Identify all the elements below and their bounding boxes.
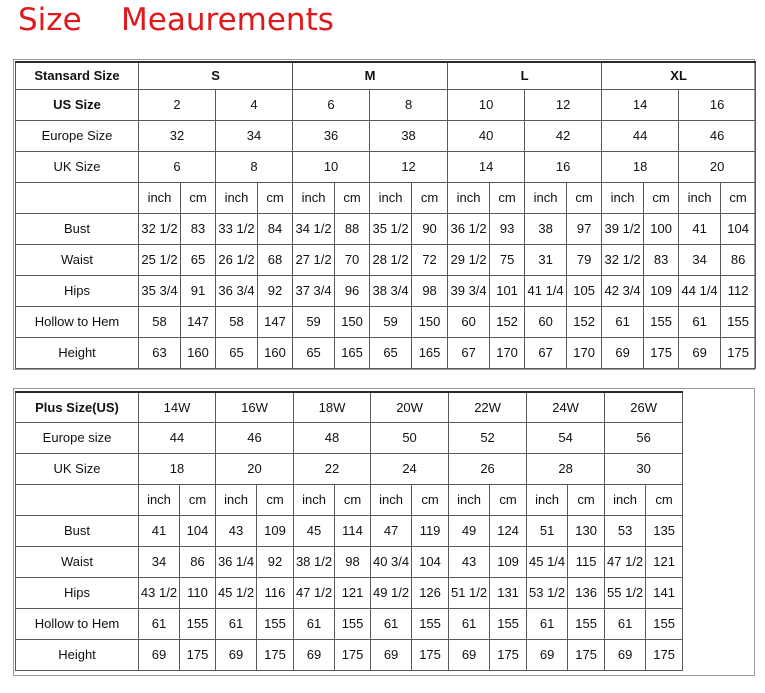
- table-cell: 36 1/2: [448, 213, 490, 244]
- unit-cm-cell: cm: [180, 484, 216, 515]
- table-row: [16, 577, 683, 608]
- table-cell: 155: [180, 608, 216, 639]
- table-cell: 155: [257, 608, 294, 639]
- table-cell: 18: [139, 453, 216, 484]
- unit-cm-cell: cm: [644, 182, 679, 213]
- table-cell: 109: [644, 275, 679, 306]
- table-cell: 160: [181, 337, 216, 368]
- table-cell: 39 1/2: [602, 213, 644, 244]
- unit-inch-cell: inch: [216, 484, 257, 515]
- table-header-row: [16, 62, 756, 89]
- table-cell: 83: [181, 213, 216, 244]
- table-cell: 8: [370, 89, 448, 120]
- table-row: [16, 275, 756, 306]
- table-cell: 175: [721, 337, 756, 368]
- table-cell: 69: [139, 639, 180, 670]
- table-cell: 152: [567, 306, 602, 337]
- page-title: Size Meaurements: [18, 2, 334, 38]
- table-cell: 26: [449, 453, 527, 484]
- table-cell: 135: [646, 515, 683, 546]
- unit-inch-cell: inch: [525, 182, 567, 213]
- table-cell: 61: [294, 608, 335, 639]
- table-cell: 105: [567, 275, 602, 306]
- plus-size-label: Plus Size(US): [16, 392, 139, 422]
- unit-inch-cell: inch: [371, 484, 412, 515]
- table-cell: 150: [335, 306, 370, 337]
- unit-cm-cell: cm: [412, 484, 449, 515]
- size-header: 22W: [449, 392, 527, 422]
- unit-inch-cell: inch: [216, 182, 258, 213]
- table-cell: 165: [412, 337, 448, 368]
- table-cell: 96: [335, 275, 370, 306]
- table-cell: 69: [605, 639, 646, 670]
- table-cell: 109: [257, 515, 294, 546]
- table-cell: 104: [412, 546, 449, 577]
- table-cell: 116: [257, 577, 294, 608]
- table-cell: 34: [139, 546, 180, 577]
- table-cell: 45 1/2: [216, 577, 257, 608]
- table-cell: 53 1/2: [527, 577, 568, 608]
- table-cell: 65: [181, 244, 216, 275]
- size-header: 14W: [139, 392, 216, 422]
- table-row: [16, 89, 756, 120]
- unit-cm-cell: cm: [568, 484, 605, 515]
- row-label: Bust: [16, 213, 139, 244]
- table-cell: 28: [527, 453, 605, 484]
- table-cell: 38 3/4: [370, 275, 412, 306]
- table-cell: 33 1/2: [216, 213, 258, 244]
- table-cell: 51: [527, 515, 568, 546]
- table-cell: 98: [412, 275, 448, 306]
- unit-inch-cell: inch: [527, 484, 568, 515]
- unit-cm-cell: cm: [335, 182, 370, 213]
- row-label: Height: [16, 639, 139, 670]
- table-cell: 46: [216, 422, 294, 453]
- table-cell: 69: [527, 639, 568, 670]
- table-cell: 93: [490, 213, 525, 244]
- table-cell: 75: [490, 244, 525, 275]
- table-cell: 61: [216, 608, 257, 639]
- table-cell: 49: [449, 515, 490, 546]
- table-cell: 58: [216, 306, 258, 337]
- table-cell: 16: [679, 89, 756, 120]
- table-cell: 45 1/4: [527, 546, 568, 577]
- table-cell: 43 1/2: [139, 577, 180, 608]
- table-cell: 114: [335, 515, 371, 546]
- table-cell: 68: [258, 244, 293, 275]
- table-cell: 88: [335, 213, 370, 244]
- unit-inch-cell: inch: [139, 484, 180, 515]
- row-label: Hollow to Hem: [16, 306, 139, 337]
- table-cell: 136: [568, 577, 605, 608]
- row-label-empty: [16, 484, 139, 515]
- table-cell: 155: [646, 608, 683, 639]
- table-cell: 155: [568, 608, 605, 639]
- table-cell: 72: [412, 244, 448, 275]
- table-cell: 30: [605, 453, 683, 484]
- row-label: Waist: [16, 546, 139, 577]
- table-row: [16, 120, 756, 151]
- table-cell: 130: [568, 515, 605, 546]
- table-cell: 34: [679, 244, 721, 275]
- table-row: [16, 244, 756, 275]
- size-group-header: M: [293, 62, 448, 89]
- table-cell: 67: [448, 337, 490, 368]
- table-cell: 60: [525, 306, 567, 337]
- size-group-header: S: [139, 62, 293, 89]
- table-cell: 61: [371, 608, 412, 639]
- row-label-empty: [16, 182, 139, 213]
- table-cell: 175: [644, 337, 679, 368]
- unit-cm-cell: cm: [335, 484, 371, 515]
- table-cell: 59: [370, 306, 412, 337]
- table-cell: 155: [644, 306, 679, 337]
- table-cell: 175: [180, 639, 216, 670]
- table-cell: 34 1/2: [293, 213, 335, 244]
- table-cell: 20: [216, 453, 294, 484]
- table-cell: 155: [721, 306, 756, 337]
- table-cell: 2: [139, 89, 216, 120]
- table-cell: 47 1/2: [605, 546, 646, 577]
- table-cell: 175: [490, 639, 527, 670]
- table-cell: 131: [490, 577, 527, 608]
- table-cell: 31: [525, 244, 567, 275]
- table-cell: 98: [335, 546, 371, 577]
- table-cell: 41: [139, 515, 180, 546]
- table-cell: 42 3/4: [602, 275, 644, 306]
- table-cell: 61: [139, 608, 180, 639]
- table-cell: 61: [605, 608, 646, 639]
- table-cell: 92: [257, 546, 294, 577]
- table-cell: 115: [568, 546, 605, 577]
- row-label: Europe Size: [16, 120, 139, 151]
- table-row: [16, 337, 756, 368]
- unit-inch-cell: inch: [370, 182, 412, 213]
- table-cell: 65: [370, 337, 412, 368]
- table-cell: 100: [644, 213, 679, 244]
- table-cell: 53: [605, 515, 646, 546]
- table-cell: 124: [490, 515, 527, 546]
- table-cell: 50: [371, 422, 449, 453]
- table-cell: 44 1/4: [679, 275, 721, 306]
- row-label: UK Size: [16, 453, 139, 484]
- table-cell: 170: [567, 337, 602, 368]
- table-cell: 20: [679, 151, 756, 182]
- table-cell: 70: [335, 244, 370, 275]
- size-header: 20W: [371, 392, 449, 422]
- table-cell: 35 3/4: [139, 275, 181, 306]
- table-cell: 51 1/2: [449, 577, 490, 608]
- table-cell: 22: [294, 453, 371, 484]
- table-cell: 112: [721, 275, 756, 306]
- table-cell: 52: [449, 422, 527, 453]
- table-cell: 69: [294, 639, 335, 670]
- unit-cm-cell: cm: [646, 484, 683, 515]
- table-header-row: [16, 392, 683, 422]
- table-row: [16, 639, 683, 670]
- table-cell: 126: [412, 577, 449, 608]
- unit-row: [16, 182, 756, 213]
- table-cell: 65: [216, 337, 258, 368]
- table-cell: 119: [412, 515, 449, 546]
- table-cell: 97: [567, 213, 602, 244]
- table-cell: 69: [602, 337, 644, 368]
- table-cell: 47 1/2: [294, 577, 335, 608]
- table-cell: 12: [370, 151, 448, 182]
- table-cell: 8: [216, 151, 293, 182]
- size-group-header: L: [448, 62, 602, 89]
- table-cell: 104: [721, 213, 756, 244]
- unit-cm-cell: cm: [490, 182, 525, 213]
- table-cell: 38: [370, 120, 448, 151]
- table-cell: 37 3/4: [293, 275, 335, 306]
- table-row: [16, 608, 683, 639]
- table-cell: 170: [490, 337, 525, 368]
- unit-cm-cell: cm: [721, 182, 756, 213]
- table-cell: 141: [646, 577, 683, 608]
- table-cell: 32: [139, 120, 216, 151]
- table-cell: 152: [490, 306, 525, 337]
- unit-cm-cell: cm: [490, 484, 527, 515]
- table-cell: 65: [293, 337, 335, 368]
- table-cell: 56: [605, 422, 683, 453]
- table-cell: 16: [525, 151, 602, 182]
- table-cell: 175: [257, 639, 294, 670]
- row-label: Waist: [16, 244, 139, 275]
- size-header: 18W: [294, 392, 371, 422]
- table-cell: 38 1/2: [294, 546, 335, 577]
- size-group-header: XL: [602, 62, 756, 89]
- unit-cm-cell: cm: [257, 484, 294, 515]
- plus-size-table: [15, 391, 683, 671]
- table-cell: 165: [335, 337, 370, 368]
- table-cell: 63: [139, 337, 181, 368]
- unit-inch-cell: inch: [605, 484, 646, 515]
- table-cell: 32 1/2: [602, 244, 644, 275]
- table-row: [16, 515, 683, 546]
- table-cell: 155: [490, 608, 527, 639]
- table-row: [16, 546, 683, 577]
- unit-inch-cell: inch: [139, 182, 181, 213]
- table-cell: 101: [490, 275, 525, 306]
- table-cell: 14: [602, 89, 679, 120]
- table-cell: 28 1/2: [370, 244, 412, 275]
- row-label: Hips: [16, 275, 139, 306]
- size-header: 16W: [216, 392, 294, 422]
- table-row: [16, 151, 756, 182]
- table-cell: 32 1/2: [139, 213, 181, 244]
- table-cell: 29 1/2: [448, 244, 490, 275]
- unit-inch-cell: inch: [449, 484, 490, 515]
- table-cell: 10: [448, 89, 525, 120]
- standard-size-table: [15, 61, 756, 369]
- table-cell: 175: [412, 639, 449, 670]
- table-cell: 6: [293, 89, 370, 120]
- table-cell: 49 1/2: [371, 577, 412, 608]
- table-cell: 91: [181, 275, 216, 306]
- table-row: [16, 453, 683, 484]
- table-cell: 45: [294, 515, 335, 546]
- size-header: 26W: [605, 392, 683, 422]
- table-cell: 10: [293, 151, 370, 182]
- table-cell: 90: [412, 213, 448, 244]
- table-cell: 61: [679, 306, 721, 337]
- table-cell: 69: [679, 337, 721, 368]
- row-label: Europe size: [16, 422, 139, 453]
- unit-inch-cell: inch: [679, 182, 721, 213]
- table-cell: 84: [258, 213, 293, 244]
- row-label: US Size: [16, 89, 139, 120]
- table-cell: 150: [412, 306, 448, 337]
- table-cell: 121: [335, 577, 371, 608]
- unit-cm-cell: cm: [258, 182, 293, 213]
- table-cell: 26 1/2: [216, 244, 258, 275]
- row-label: Hips: [16, 577, 139, 608]
- table-cell: 58: [139, 306, 181, 337]
- table-cell: 14: [448, 151, 525, 182]
- table-row: [16, 422, 683, 453]
- unit-cm-cell: cm: [412, 182, 448, 213]
- table-cell: 61: [602, 306, 644, 337]
- unit-cm-cell: cm: [567, 182, 602, 213]
- table-cell: 44: [602, 120, 679, 151]
- table-cell: 86: [180, 546, 216, 577]
- table-cell: 36: [293, 120, 370, 151]
- table-cell: 54: [527, 422, 605, 453]
- table-cell: 48: [294, 422, 371, 453]
- unit-inch-cell: inch: [293, 182, 335, 213]
- table-cell: 92: [258, 275, 293, 306]
- table-cell: 40: [448, 120, 525, 151]
- table-cell: 175: [646, 639, 683, 670]
- table-cell: 61: [527, 608, 568, 639]
- table-cell: 39 3/4: [448, 275, 490, 306]
- table-cell: 175: [568, 639, 605, 670]
- table-cell: 155: [412, 608, 449, 639]
- unit-cm-cell: cm: [181, 182, 216, 213]
- row-label: Height: [16, 337, 139, 368]
- table-row: [16, 213, 756, 244]
- table-cell: 36 3/4: [216, 275, 258, 306]
- table-cell: 38: [525, 213, 567, 244]
- table-cell: 6: [139, 151, 216, 182]
- table-cell: 24: [371, 453, 449, 484]
- table-cell: 175: [335, 639, 371, 670]
- table-cell: 109: [490, 546, 527, 577]
- table-cell: 60: [448, 306, 490, 337]
- table-cell: 42: [525, 120, 602, 151]
- table-cell: 83: [644, 244, 679, 275]
- table-cell: 121: [646, 546, 683, 577]
- table-cell: 25 1/2: [139, 244, 181, 275]
- unit-inch-cell: inch: [448, 182, 490, 213]
- table-cell: 67: [525, 337, 567, 368]
- table-cell: 27 1/2: [293, 244, 335, 275]
- unit-row: [16, 484, 683, 515]
- unit-inch-cell: inch: [294, 484, 335, 515]
- table-cell: 4: [216, 89, 293, 120]
- table-cell: 41 1/4: [525, 275, 567, 306]
- table-cell: 34: [216, 120, 293, 151]
- row-label: UK Size: [16, 151, 139, 182]
- table-cell: 86: [721, 244, 756, 275]
- table-cell: 36 1/4: [216, 546, 257, 577]
- table-cell: 12: [525, 89, 602, 120]
- table-cell: 18: [602, 151, 679, 182]
- standard-size-label: Stansard Size: [16, 62, 139, 89]
- table-cell: 43: [449, 546, 490, 577]
- table-cell: 35 1/2: [370, 213, 412, 244]
- table-cell: 147: [258, 306, 293, 337]
- unit-inch-cell: inch: [602, 182, 644, 213]
- table-cell: 41: [679, 213, 721, 244]
- table-cell: 155: [335, 608, 371, 639]
- table-cell: 110: [180, 577, 216, 608]
- table-cell: 160: [258, 337, 293, 368]
- table-cell: 69: [216, 639, 257, 670]
- table-cell: 59: [293, 306, 335, 337]
- table-cell: 44: [139, 422, 216, 453]
- row-label: Hollow to Hem: [16, 608, 139, 639]
- row-label: Bust: [16, 515, 139, 546]
- table-cell: 46: [679, 120, 756, 151]
- table-cell: 47: [371, 515, 412, 546]
- table-cell: 69: [371, 639, 412, 670]
- table-cell: 40 3/4: [371, 546, 412, 577]
- table-row: [16, 306, 756, 337]
- table-cell: 55 1/2: [605, 577, 646, 608]
- table-cell: 104: [180, 515, 216, 546]
- table-cell: 79: [567, 244, 602, 275]
- table-cell: 61: [449, 608, 490, 639]
- size-header: 24W: [527, 392, 605, 422]
- table-cell: 147: [181, 306, 216, 337]
- table-cell: 69: [449, 639, 490, 670]
- table-cell: 43: [216, 515, 257, 546]
